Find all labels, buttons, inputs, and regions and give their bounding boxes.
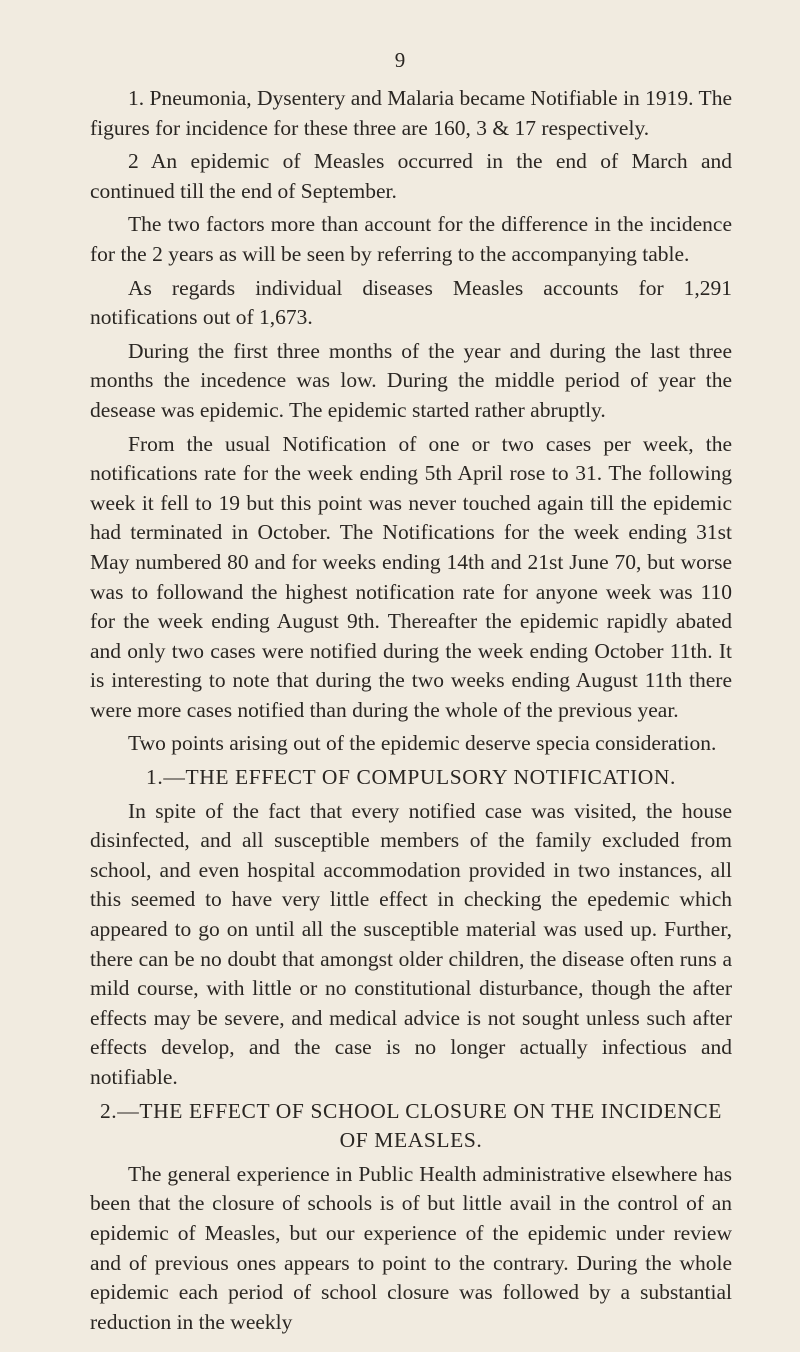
paragraph-weekly-notifications: From the usual Notification of one or two cases per week, the notifications rate for the week ending 5th April rose to 31. The following week it fell to 19 but this point was never touched again till the epidemic had terminated in October. The Notifications for the week ending 31st May numbered 80 and for weeks ending 14th and 21st June 70, but worse was to followand the highest notification rate for anyone week was 110 for the week ending August 9th. Thereafter the epidemic rapidly abated and only two cases were notified during the week ending October 11th. It is interesting to note that during the two weeks ending August 11th there were more cases notified than during the whole of the previous year. bbox=[90, 431, 732, 722]
paragraph-notifiable-diseases: 1. Pneumonia, Dysentery and Malaria became Notifiable in 1919. The figures for incidence for these three are 160, 3 & 17 respectively. bbox=[90, 86, 732, 140]
paragraph-measles-count: As regards individual diseases Measles accounts for 1,291 notifications out of 1,673. bbox=[90, 275, 732, 330]
paragraph-school-closure: The general experience in Public Health administrative elsewhere has been that the closure of schools is of but little avail in the control of an epidemic of Measles, but our experience of the epidemic under review and of previous ones appears to point to the contrary. During the whole epidemic each period of school closure was followed by a substantial reduction in the weekly bbox=[90, 1161, 732, 1334]
section-heading-compulsory-notification: 1.—THE EFFECT OF COMPULSORY NOTIFICATION. bbox=[146, 765, 676, 790]
paragraph-two-factors: The two factors more than account for the difference in the incidence for the 2 years as will be seen by referring to the accompanying table. bbox=[90, 212, 732, 266]
section-heading-school-closure: 2.—THE EFFECT OF SCHOOL CLOSURE ON THE INCIDENCE OF MEASLES. bbox=[99, 1098, 723, 1153]
paragraph-seasonal-incidence: During the first three months of the year and during the last three months the incedence was low. During the middle period of year the desease was epidemic. The epidemic started rather abruptly. bbox=[90, 338, 732, 422]
body-text bbox=[90, 84, 732, 1341]
paragraph-two-points: Two points arising out of the epidemic deserve specia consideration. bbox=[128, 731, 717, 756]
paragraph-measles-epidemic: 2 An epidemic of Measles occurred in the end of March and continued till the end of September. bbox=[90, 149, 732, 203]
page-number: 9 bbox=[394, 48, 406, 72]
paragraph-notification-effect: In spite of the fact that every notified case was visited, the house disinfected, and all susceptible members of the family excluded from school, and even hospital accommodation provided in two instances, all this seemed to have very little effect in checking the epedemic which appeared to go on until all the susceptible material was used up. Further, there can be no doubt that amongst older children, the disease often runs a mild course, with little or no constitutional disturbance, though the after effects may be severe, and medical advice is not sought unless such after effects develop, and the case is no longer actually infectious and notifiable. bbox=[90, 798, 732, 1089]
